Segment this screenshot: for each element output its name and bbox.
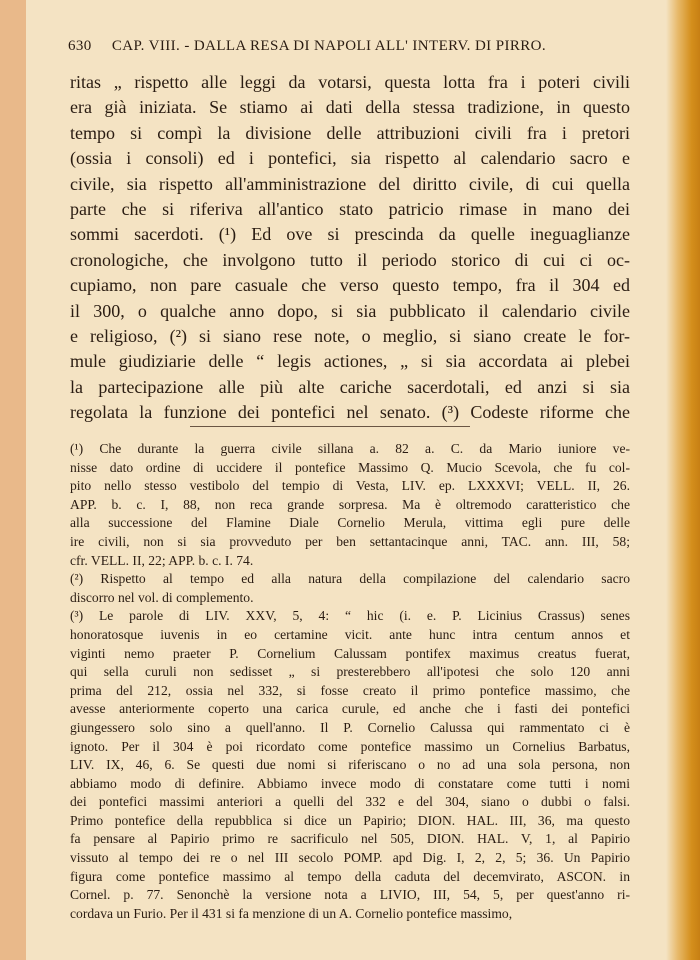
footnote-line: Cornel. p. 77. Senonchè la versione nota a LIVIO, III, 54, 5, per quest'anno ri-	[70, 887, 630, 903]
running-header	[68, 38, 588, 55]
footnote-line: abbiamo modo di definire. Abbiamo invece modo di constatare come tutti i nomi	[70, 775, 630, 791]
body-line: tempo si compì la divisione delle attribuzioni civili fra i pretori	[70, 122, 630, 143]
page-number: 630	[68, 38, 92, 54]
footnote-line: pito nello stesso vestibolo del tempio di Vesta, LIV. ep. LXXXVI; VELL. II, 26.	[70, 478, 630, 494]
footnote-line: figura come pontefice massimo al tempo della caduta del decemvirato, ASCON. in	[70, 868, 630, 884]
body-line: (ossia i consoli) ed i pontefici, sia rispetto al calendario sacro e	[70, 148, 630, 169]
footnote-separator	[190, 426, 470, 427]
footnote-line: (¹) Che durante la guerra civile sillana a. 82 a. C. da Mario iuniore ve-	[70, 441, 630, 456]
running-title: CAP. VIII. - DALLA RESA DI NAPOLI ALL' INTERV. DI PIRRO.	[111, 38, 547, 54]
footnote-line: Primo pontefice della repubblica si dice un Papirio; DION. HAL. III, 36, ma questo	[70, 812, 630, 828]
footnote-line: APP. b. c. I, 88, non reca grande sorpresa. Ma è oltremodo caratteristico che	[70, 496, 630, 512]
body-line: la partecipazione alle più alte cariche sacerdotali, ed anzi si sia	[70, 376, 630, 397]
footnote-line: fa pensare al Papirio primo re sacrificulo nel 505, DION. HAL. V, 1, al Papirio	[70, 831, 630, 847]
footnote-line: (³) Le parole di LIV. XXV, 5, 4: “ hic (i. e. P. Licinius Crassus) senes	[70, 608, 630, 624]
body-line: parte che si riferiva all'antico stato patricio rimase in mano dei	[70, 199, 630, 220]
footnote-line: honoratosque iuvenis in eo certamine vicit. ante hunc intra centum annos et	[70, 626, 630, 642]
footnote-line: giungessero solo sino a quell'anno. Il P. Cornelio Calussa qui rammentato ci è	[70, 719, 630, 735]
footnote-line: viginti nemo praeter P. Cornelium Calussam pontifex maximus creatus fuerat,	[70, 645, 630, 661]
footnote-line: cfr. VELL. II, 22; APP. b. c. I. 74.	[70, 552, 254, 568]
footnote-line: LIV. IX, 46, 6. Se questi due nomi si riferiscano o no ad una sola persona, non	[70, 757, 630, 773]
body-line: civile, sia rispetto all'amministrazione del diritto civile, di cui quella	[70, 173, 630, 194]
body-line: e religioso, (²) si siano rese note, o meglio, si siano create le for-	[70, 326, 630, 347]
footnote-line: dei pontefici massimi anteriori a quelli del 332 e del 304, siano o dubbi o falsi.	[70, 794, 630, 810]
footnote-line: discorro nel vol. di complemento.	[70, 589, 254, 605]
footnote-line: vissuto al tempo dei re o nel III secolo POMP. apd Dig. I, 2, 2, 5; 36. Un Papirio	[70, 850, 630, 866]
body-line: ritas „ rispetto alle leggi da votarsi, questa lotta fra i poteri civili	[70, 72, 630, 92]
footnote-line: cordava un Furio. Per il 431 si fa menzione di un A. Cornelio pontefice massimo,	[70, 905, 513, 921]
body-line: regolata la funzione dei pontefici nel senato. (³) Codeste riforme che	[70, 402, 630, 423]
footnote-line: prima del 212, ossia nel 332, si fosse creato il primo pontefice massimo, che	[70, 682, 630, 698]
body-line: cupiamo, non pare casuale che verso questo tempo, fra il 304 ed	[70, 275, 630, 296]
main-text	[70, 70, 630, 426]
body-line: mule giudiziarie delle “ legis actiones, „ si sia accordata ai plebei	[70, 351, 630, 372]
footnote-line: (²) Rispetto al tempo ed alla natura della compilazione del calendario sacro	[70, 571, 630, 587]
footnote-line: ire civili, non si sia provveduto per ben settantacinque anni, TAC. ann. III, 58;	[70, 533, 630, 549]
body-line: il 300, o qualche anno dopo, si sia pubblicato il calendario civile	[70, 300, 630, 321]
footnote-line: ignoto. Per il 304 è poi ricordato come pontefice massimo un Cornelius Barbatus,	[70, 738, 630, 754]
footnotes	[70, 440, 630, 923]
footnote-line: qui sella curuli non sedisset „ si presterebbero all'ipotesi che solo 120 anni	[70, 664, 630, 680]
body-line: era già iniziata. Se stiamo ai dati della stessa tradizione, in questo	[70, 97, 630, 118]
body-line: sommi sacerdoti. (¹) Ed ove si prescinda da quelle ineguaglianze	[70, 224, 630, 245]
footnote-line: avesse anteriormente coperto una carica curule, ed anche che i fasti dei pontefici	[70, 701, 630, 717]
body-line: cronologiche, che involgono tutto il periodo storico di cui ci oc-	[70, 249, 630, 270]
footnote-line: nisse dato ordine di uccidere il pontefice Massimo Q. Mucio Scevola, che fu col-	[70, 459, 630, 475]
footnote-line: alla successione del Flamine Diale Cornelio Merula, vittima egli pure delle	[70, 515, 630, 531]
page-edge-shadow	[666, 0, 700, 960]
